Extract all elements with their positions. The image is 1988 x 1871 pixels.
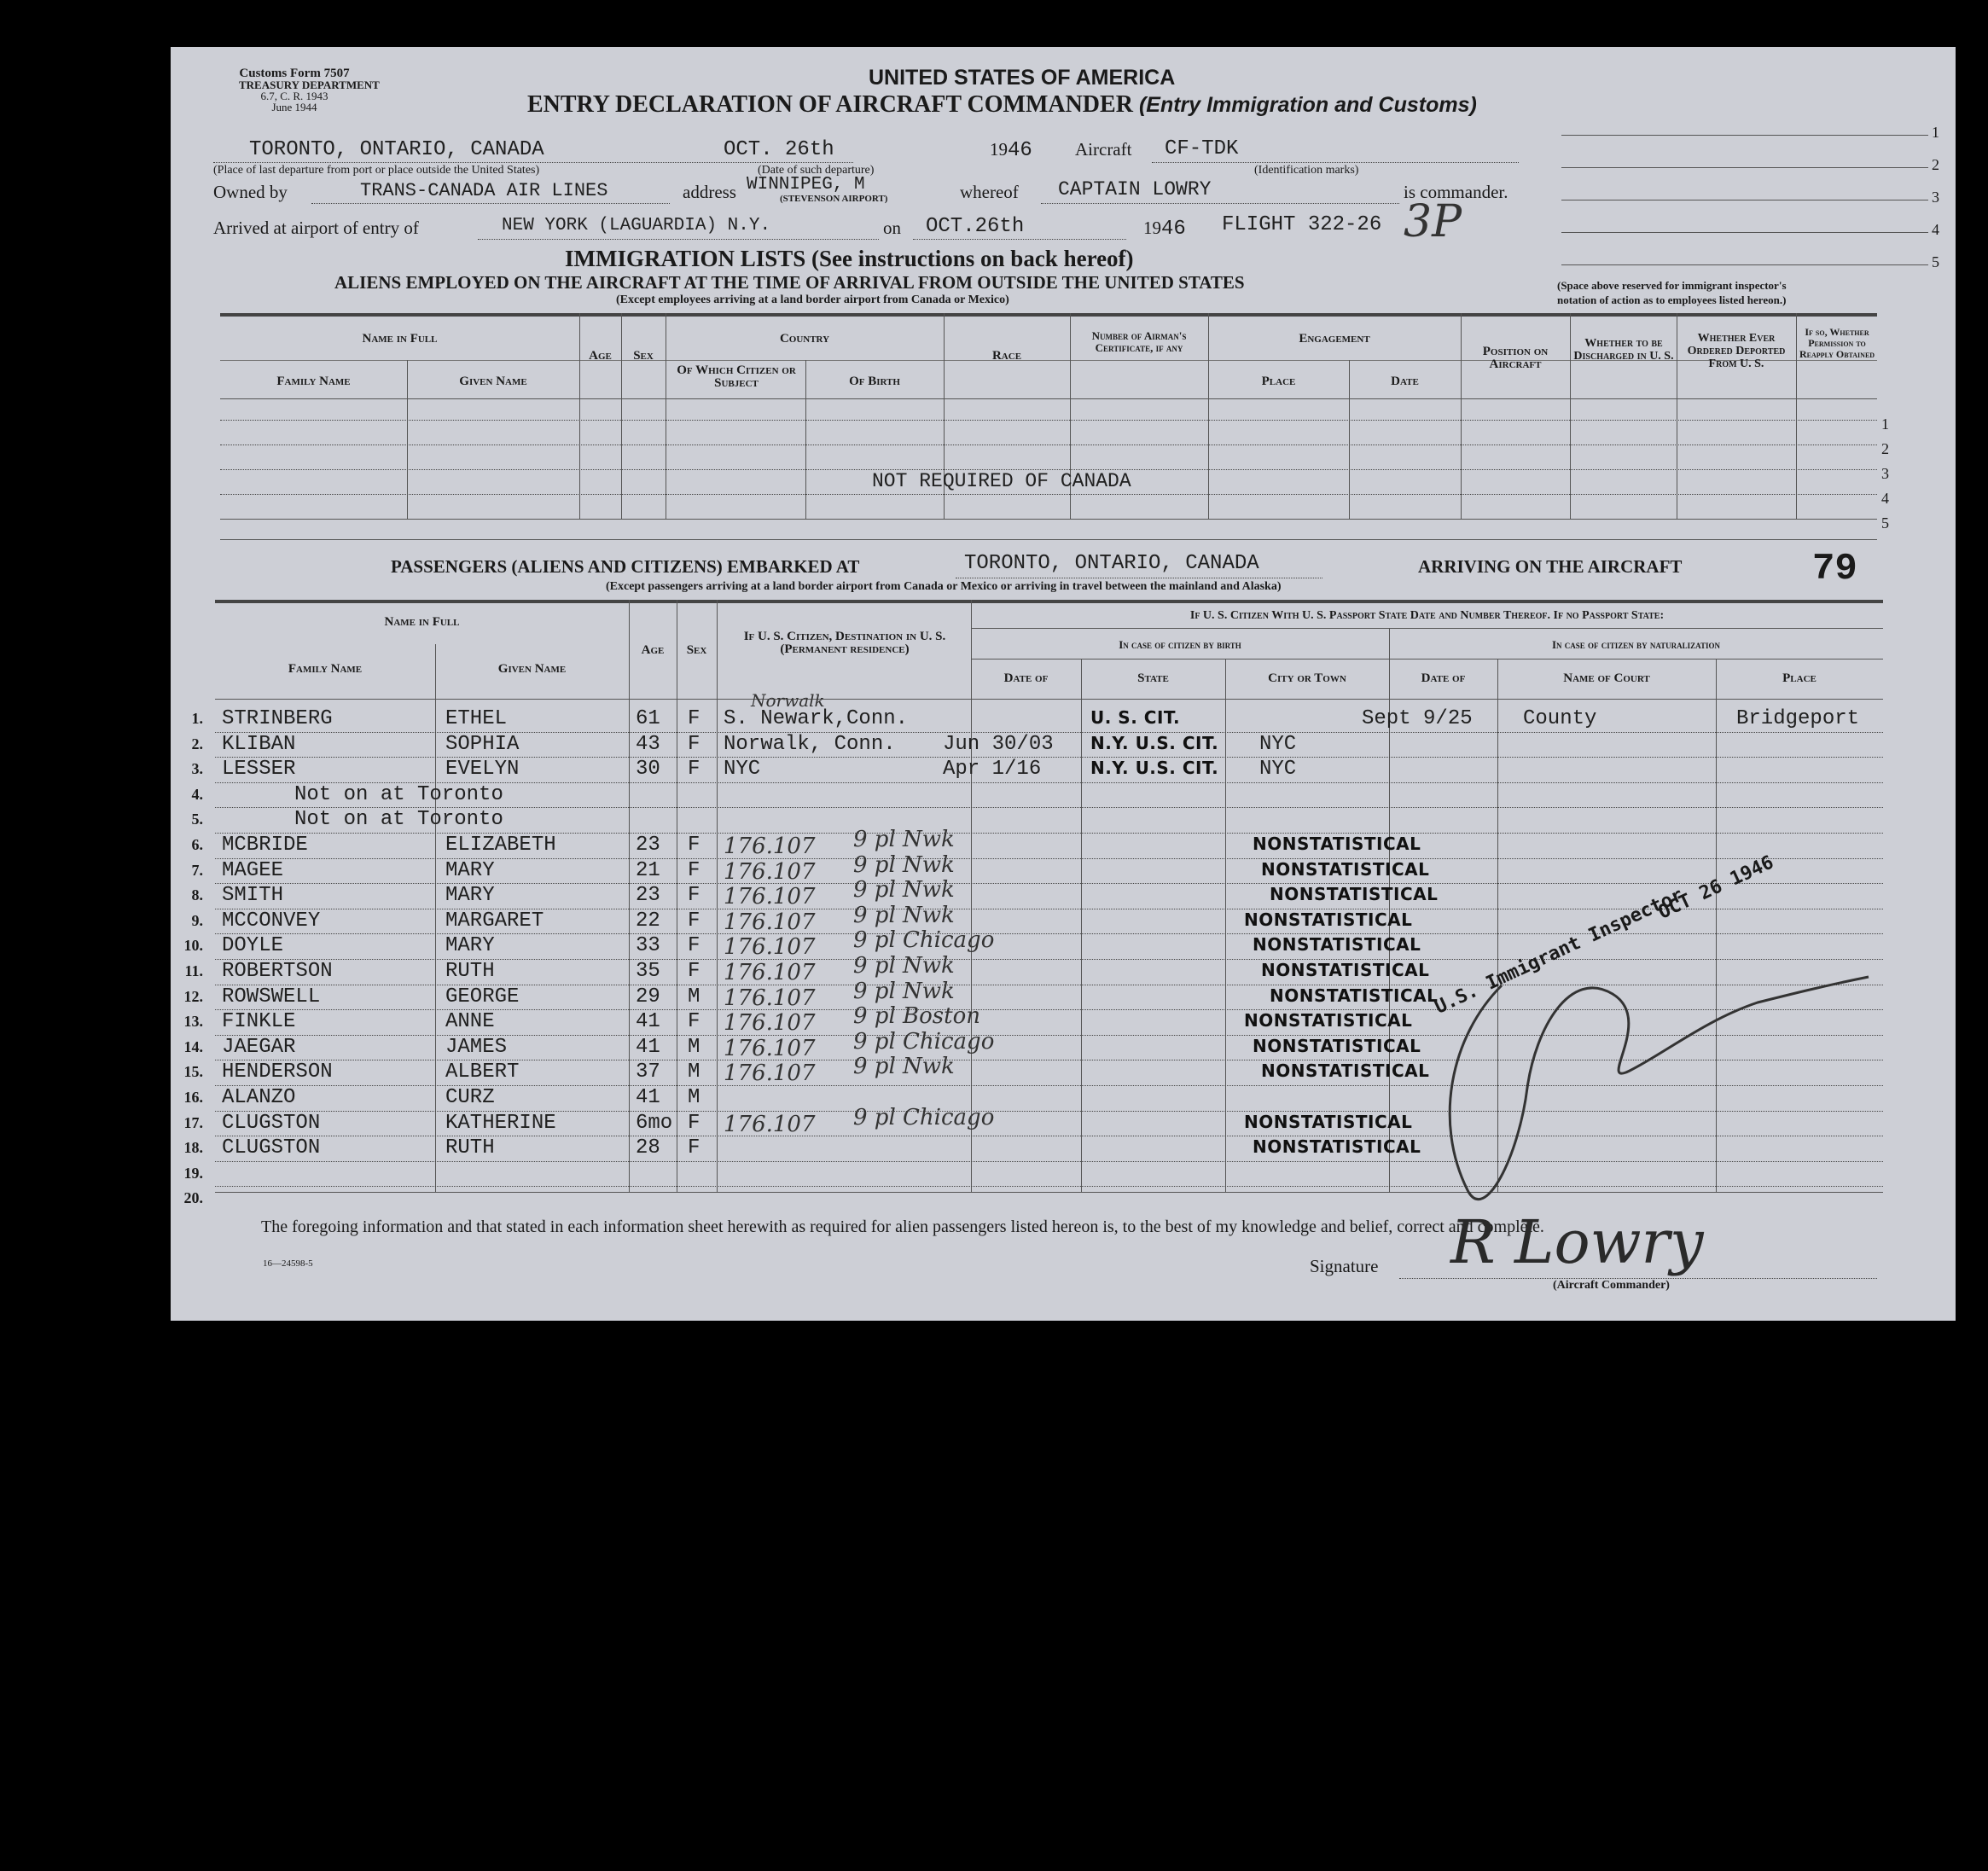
pax-col-family-name: Family Name <box>288 662 363 676</box>
given-name: JAMES <box>445 1035 508 1059</box>
crew-col-of-birth: Of Birth <box>849 375 900 388</box>
row-number: 17. <box>183 1113 203 1131</box>
destination: 176.107 <box>724 1111 816 1137</box>
passengers-label-suffix: ARRIVING ON THE AIRCRAFT <box>1418 556 1683 577</box>
family-name: KLIBAN <box>222 732 296 756</box>
form-title-main: ENTRY DECLARATION OF AIRCRAFT COMMANDER <box>527 91 1133 118</box>
age: 29 <box>636 985 660 1008</box>
destination: 176.107 <box>724 985 816 1011</box>
given-name: MARY <box>445 934 495 958</box>
row-number: 9. <box>191 911 203 929</box>
row-number: 4. <box>191 785 203 803</box>
naturalization-date: Sept 9/25 <box>1362 707 1473 730</box>
departure-place-label: (Place of last departure from port or place outside the United States) <box>213 164 540 177</box>
family-name: HENDERSON <box>222 1060 333 1084</box>
pax-col-court: Name of Court <box>1563 671 1650 685</box>
aircraft-marks: CF-TDK <box>1165 137 1239 160</box>
pax-col-date-of-nat: Date of <box>1421 671 1466 685</box>
arrival-year-prefix: 19 <box>1143 218 1161 238</box>
certification-text: The foregoing information and that stated in each information sheet herewith as required for alien passengers listed hereon is, to the best of my knowledge and belief, correct and complete. <box>261 1217 1544 1236</box>
crew-col-sex: Sex <box>633 349 654 363</box>
form-title <box>527 91 1477 119</box>
family-name: LESSER <box>222 758 296 782</box>
departure-date-label: (Date of such departure) <box>758 164 875 177</box>
given-name: ELIZABETH <box>445 834 556 857</box>
row-number: 12. <box>183 987 203 1005</box>
family-name: FINKLE <box>222 1010 296 1034</box>
family-name: Not on at Toronto <box>294 782 503 806</box>
immigration-title: IMMIGRATION LISTS (See instructions on back hereof) <box>565 246 1134 271</box>
page-number: 79 <box>1812 548 1857 590</box>
family-name: JAEGAR <box>222 1035 296 1059</box>
crew-col-place: Place <box>1261 375 1296 388</box>
row-number: 8. <box>191 886 203 904</box>
owner: TRANS-CANADA AIR LINES <box>360 180 608 201</box>
family-name: MCCONVEY <box>222 909 321 933</box>
age: 35 <box>636 960 660 983</box>
age: 41 <box>636 1010 660 1034</box>
age: 23 <box>636 884 660 908</box>
row-number: 19. <box>183 1164 203 1182</box>
crew-col-race: Race <box>991 349 1022 363</box>
nonstatistical-stamp: NONSTATISTICAL <box>1244 1111 1413 1132</box>
given-name: ETHEL <box>445 707 508 730</box>
row-number: 5. <box>191 811 203 828</box>
sex: F <box>688 707 700 730</box>
margin-number: 5 <box>1932 253 1939 270</box>
nonstatistical-stamp: NONSTATISTICAL <box>1253 1136 1421 1158</box>
given-name: MARY <box>445 858 495 882</box>
row-number: 10. <box>183 937 203 955</box>
sex: F <box>688 1136 700 1160</box>
form-id-block <box>239 67 380 113</box>
crew-row-number: 3 <box>1881 465 1889 482</box>
reserved-note-1: (Space above reserved for immigrant inspector's <box>1557 279 1787 292</box>
age: 28 <box>636 1136 660 1160</box>
destination-note: 9 pl Nwk <box>853 877 955 904</box>
destination: Norwalk, Conn. <box>724 732 896 756</box>
margin-number: 1 <box>1932 124 1939 141</box>
is-commander-label: is commander. <box>1404 182 1508 202</box>
destination-note: 9 pl Chicago <box>853 927 995 954</box>
family-name: STRINBERG <box>222 707 333 730</box>
given-name: GEORGE <box>445 985 520 1008</box>
age: 21 <box>636 858 660 882</box>
destination-note: 9 pl Nwk <box>853 953 955 979</box>
handwritten-note: 3P <box>1404 196 1462 247</box>
pax-col-passport: If U. S. Citizen With U. S. Passport State Date and Number Thereof. If no Passport State: <box>1189 609 1665 622</box>
given-name: MARY <box>445 884 495 908</box>
age: 41 <box>636 1086 660 1109</box>
crew-col-country: Country <box>779 332 830 346</box>
family-name: SMITH <box>222 884 284 908</box>
family-name: ALANZO <box>222 1086 296 1109</box>
destination-note: 9 pl Nwk <box>853 1054 955 1080</box>
state: N.Y. U.S. CIT. <box>1090 758 1219 779</box>
nonstatistical-stamp: NONSTATISTICAL <box>1244 909 1413 930</box>
signature-caption: (Aircraft Commander) <box>1553 1279 1670 1292</box>
whereof-label: whereof <box>960 182 1019 202</box>
given-name: CURZ <box>445 1086 495 1109</box>
pax-col-date-of: Date of <box>1003 671 1049 685</box>
destination: 176.107 <box>724 909 816 935</box>
owner-address: WINNIPEG, M <box>747 175 865 195</box>
given-name: ANNE <box>445 1010 495 1034</box>
age: 6mo <box>636 1111 673 1135</box>
destination-note: 9 pl Nwk <box>853 978 955 1004</box>
row-number: 13. <box>183 1013 203 1031</box>
arrival-date: OCT.26th <box>926 215 1025 238</box>
state: U. S. CIT. <box>1090 707 1181 728</box>
nonstatistical-stamp: NONSTATISTICAL <box>1261 1060 1430 1082</box>
row-number: 18. <box>183 1139 203 1157</box>
sex: M <box>688 985 700 1008</box>
sex: F <box>688 884 700 908</box>
sex: M <box>688 1086 700 1109</box>
sex: F <box>688 1010 700 1034</box>
crew-not-required: NOT REQUIRED OF CANADA <box>872 470 1131 492</box>
destination: S. Newark,Conn. <box>724 707 909 730</box>
departure-date: OCT. 26th <box>724 138 834 161</box>
sex: F <box>688 758 700 782</box>
city: NYC <box>1259 732 1297 756</box>
pax-col-state: State <box>1137 671 1169 685</box>
year-prefix: 19 <box>990 139 1008 160</box>
nonstatistical-stamp: NONSTATISTICAL <box>1253 1035 1421 1056</box>
family-name: ROBERTSON <box>222 960 333 983</box>
age: 41 <box>636 1035 660 1059</box>
margin-number: 2 <box>1932 156 1939 173</box>
crew-row-number: 4 <box>1881 490 1889 507</box>
destination: 176.107 <box>724 884 816 910</box>
sex: F <box>688 934 700 958</box>
family-name: CLUGSTON <box>222 1136 321 1160</box>
birth-date: Jun 30/03 <box>943 732 1054 756</box>
nonstatistical-stamp: NONSTATISTICAL <box>1253 834 1421 854</box>
given-name: SOPHIA <box>445 732 520 756</box>
birth-date: Apr 1/16 <box>943 758 1042 782</box>
nonstatistical-stamp: NONSTATISTICAL <box>1270 985 1439 1006</box>
pax-col-given-name: Given Name <box>497 662 567 676</box>
nonstatistical-stamp: NONSTATISTICAL <box>1244 1010 1413 1031</box>
owned-by-label: Owned by <box>213 182 288 202</box>
sex: M <box>688 1035 700 1059</box>
destination: 176.107 <box>724 1010 816 1037</box>
destination: 176.107 <box>724 858 816 885</box>
destination-note: Norwalk <box>751 690 825 711</box>
form-date: June 1944 <box>271 101 317 113</box>
destination-note: 9 pl Nwk <box>853 902 955 928</box>
crew-col-engagement: Engagement <box>1299 332 1370 346</box>
sex: F <box>688 858 700 882</box>
crew-row-number: 5 <box>1881 514 1889 532</box>
crew-col-certificate: Number of Airman's Certificate, if any <box>1091 329 1187 354</box>
nonstatistical-stamp: NONSTATISTICAL <box>1253 934 1421 956</box>
family-name: Not on at Toronto <box>294 808 503 832</box>
age: 23 <box>636 834 660 857</box>
form-number: Customs Form 7507 <box>239 67 350 80</box>
row-number: 6. <box>191 836 203 853</box>
sex: F <box>688 960 700 983</box>
crew-col-citizen-of: Of Which Citizen or Subject <box>677 363 796 390</box>
passengers-label-prefix: PASSENGERS (ALIENS AND CITIZENS) EMBARKED AT <box>391 556 860 577</box>
crew-col-family-name: Family Name <box>276 375 351 388</box>
crew-col-age: Age <box>589 349 612 363</box>
state: N.Y. U.S. CIT. <box>1090 732 1219 753</box>
crew-col-position: Position on Aircraft <box>1482 345 1549 371</box>
immigration-note: (Except employees arriving at a land border airport from Canada or Mexico) <box>616 293 1009 306</box>
destination: 176.107 <box>724 1035 816 1061</box>
arrival-year: 46 <box>1161 218 1186 241</box>
row-number: 14. <box>183 1037 203 1055</box>
inspector-stamp-date: OCT 26 1946 <box>1655 851 1777 924</box>
pax-col-name-in-full: Name in Full <box>384 615 460 629</box>
sex: F <box>688 732 700 756</box>
crew-col-date: Date <box>1391 375 1419 388</box>
sex: M <box>688 1060 700 1084</box>
place: Bridgeport <box>1736 707 1860 730</box>
destination: 176.107 <box>724 834 816 859</box>
destination-note: 9 pl Chicago <box>853 1028 995 1055</box>
destination: NYC <box>724 758 761 782</box>
family-name: MCBRIDE <box>222 834 308 857</box>
row-number: 1. <box>191 710 203 727</box>
row-number: 7. <box>191 861 203 879</box>
destination-note: 9 pl Nwk <box>853 851 955 878</box>
margin-number: 4 <box>1932 221 1939 238</box>
departure-year: 46 <box>1008 139 1032 162</box>
crew-col-deported: Whether Ever Ordered Deported From U. S. <box>1687 332 1786 370</box>
family-name: DOYLE <box>222 934 284 958</box>
arrival-airport: NEW YORK (LAGUARDIA) N.Y. <box>502 216 771 235</box>
pax-col-by-birth: In case of citizen by birth <box>1119 638 1241 651</box>
flight-number: FLIGHT 322-26 <box>1222 213 1382 236</box>
given-name: RUTH <box>445 1136 495 1160</box>
age: 37 <box>636 1060 660 1084</box>
court: County <box>1523 707 1597 730</box>
passengers-embarked-at: TORONTO, ONTARIO, CANADA <box>964 552 1259 575</box>
given-name: ALBERT <box>445 1060 520 1084</box>
family-name: ROWSWELL <box>222 985 321 1008</box>
form-print-code: 16—24598-5 <box>263 1258 313 1269</box>
form-country: UNITED STATES OF AMERICA <box>869 66 1176 90</box>
commander-signature: R Lowry <box>1450 1207 1704 1277</box>
destination: 176.107 <box>724 960 816 985</box>
age: 30 <box>636 758 660 782</box>
aircraft-marks-label: (Identification marks) <box>1254 164 1359 177</box>
destination-note: 9 pl Chicago <box>853 1104 995 1130</box>
pax-col-destination: If U. S. Citizen, Destination in U. S. (Permanent residence) <box>743 630 946 656</box>
destination-note: 9 pl Nwk <box>853 827 955 852</box>
crew-col-discharged: Whether to be Discharged in U. S. <box>1573 337 1674 363</box>
immigration-subtitle: ALIENS EMPLOYED ON THE AIRCRAFT AT THE TIME OF ARRIVAL FROM OUTSIDE THE UNITED STATES <box>334 272 1245 293</box>
reserved-note-2: notation of action as to employees listed hereon.) <box>1557 293 1787 306</box>
age: 22 <box>636 909 660 933</box>
row-number: 20. <box>183 1189 203 1207</box>
departure-place: TORONTO, ONTARIO, CANADA <box>249 138 544 161</box>
destination: 176.107 <box>724 1060 816 1087</box>
aircraft-label: Aircraft <box>1075 139 1132 160</box>
family-name: MAGEE <box>222 858 284 882</box>
row-number: 2. <box>191 735 203 752</box>
row-number: 16. <box>183 1089 203 1106</box>
crew-col-given-name: Given Name <box>459 375 527 388</box>
sex: F <box>688 909 700 933</box>
owner-address-sub: (STEVENSON AIRPORT) <box>780 194 888 204</box>
form-sheet <box>171 47 1956 1321</box>
sex: F <box>688 1111 700 1135</box>
row-number: 15. <box>183 1063 203 1081</box>
address-label: address <box>683 182 736 202</box>
destination: 176.107 <box>724 934 816 961</box>
crew-col-permission: If so, Whether Permission to Reapply Obtained <box>1799 326 1875 360</box>
sex: F <box>688 834 700 857</box>
crew-col-name-in-full: Name in Full <box>362 332 438 346</box>
given-name: RUTH <box>445 960 495 983</box>
row-number: 11. <box>184 962 203 979</box>
given-name: KATHERINE <box>445 1111 556 1135</box>
form-regulation: 6.7, C. R. 1943 <box>260 90 328 102</box>
family-name: CLUGSTON <box>222 1111 321 1135</box>
nonstatistical-stamp: NONSTATISTICAL <box>1261 858 1430 880</box>
pax-col-sex: Sex <box>686 643 707 657</box>
commander-name: CAPTAIN LOWRY <box>1058 178 1212 200</box>
nonstatistical-stamp: NONSTATISTICAL <box>1270 884 1439 905</box>
pax-col-age: Age <box>641 643 665 657</box>
row-number: 3. <box>191 760 203 778</box>
margin-number: 3 <box>1932 189 1939 206</box>
signature-label: Signature <box>1310 1256 1379 1276</box>
age: 33 <box>636 934 660 958</box>
crew-row-number: 1 <box>1881 415 1889 433</box>
passengers-note: (Except passengers arriving at a land border airport from Canada or Mexico or arriving in travel between the mainland and Alaska) <box>606 580 1282 593</box>
destination-note: 9 pl Boston <box>853 1003 980 1030</box>
on-label: on <box>883 218 901 238</box>
given-name: MARGARET <box>445 909 544 933</box>
pax-col-by-naturalization: In case of citizen by naturalization <box>1551 638 1720 651</box>
nonstatistical-stamp: NONSTATISTICAL <box>1261 960 1430 980</box>
pax-col-place: Place <box>1782 671 1817 685</box>
city: NYC <box>1259 758 1297 782</box>
age: 43 <box>636 732 660 756</box>
given-name: EVELYN <box>445 758 520 782</box>
crew-row-number: 2 <box>1881 440 1889 457</box>
pax-col-city: City or Town <box>1268 671 1346 685</box>
form-department: TREASURY DEPARTMENT <box>239 78 380 91</box>
age: 61 <box>636 707 660 730</box>
form-title-sub: (Entry Immigration and Customs) <box>1138 93 1477 117</box>
arrived-label: Arrived at airport of entry of <box>213 218 419 238</box>
inspector-stamp: U.S. Immigrant Inspector <box>1432 884 1687 1019</box>
